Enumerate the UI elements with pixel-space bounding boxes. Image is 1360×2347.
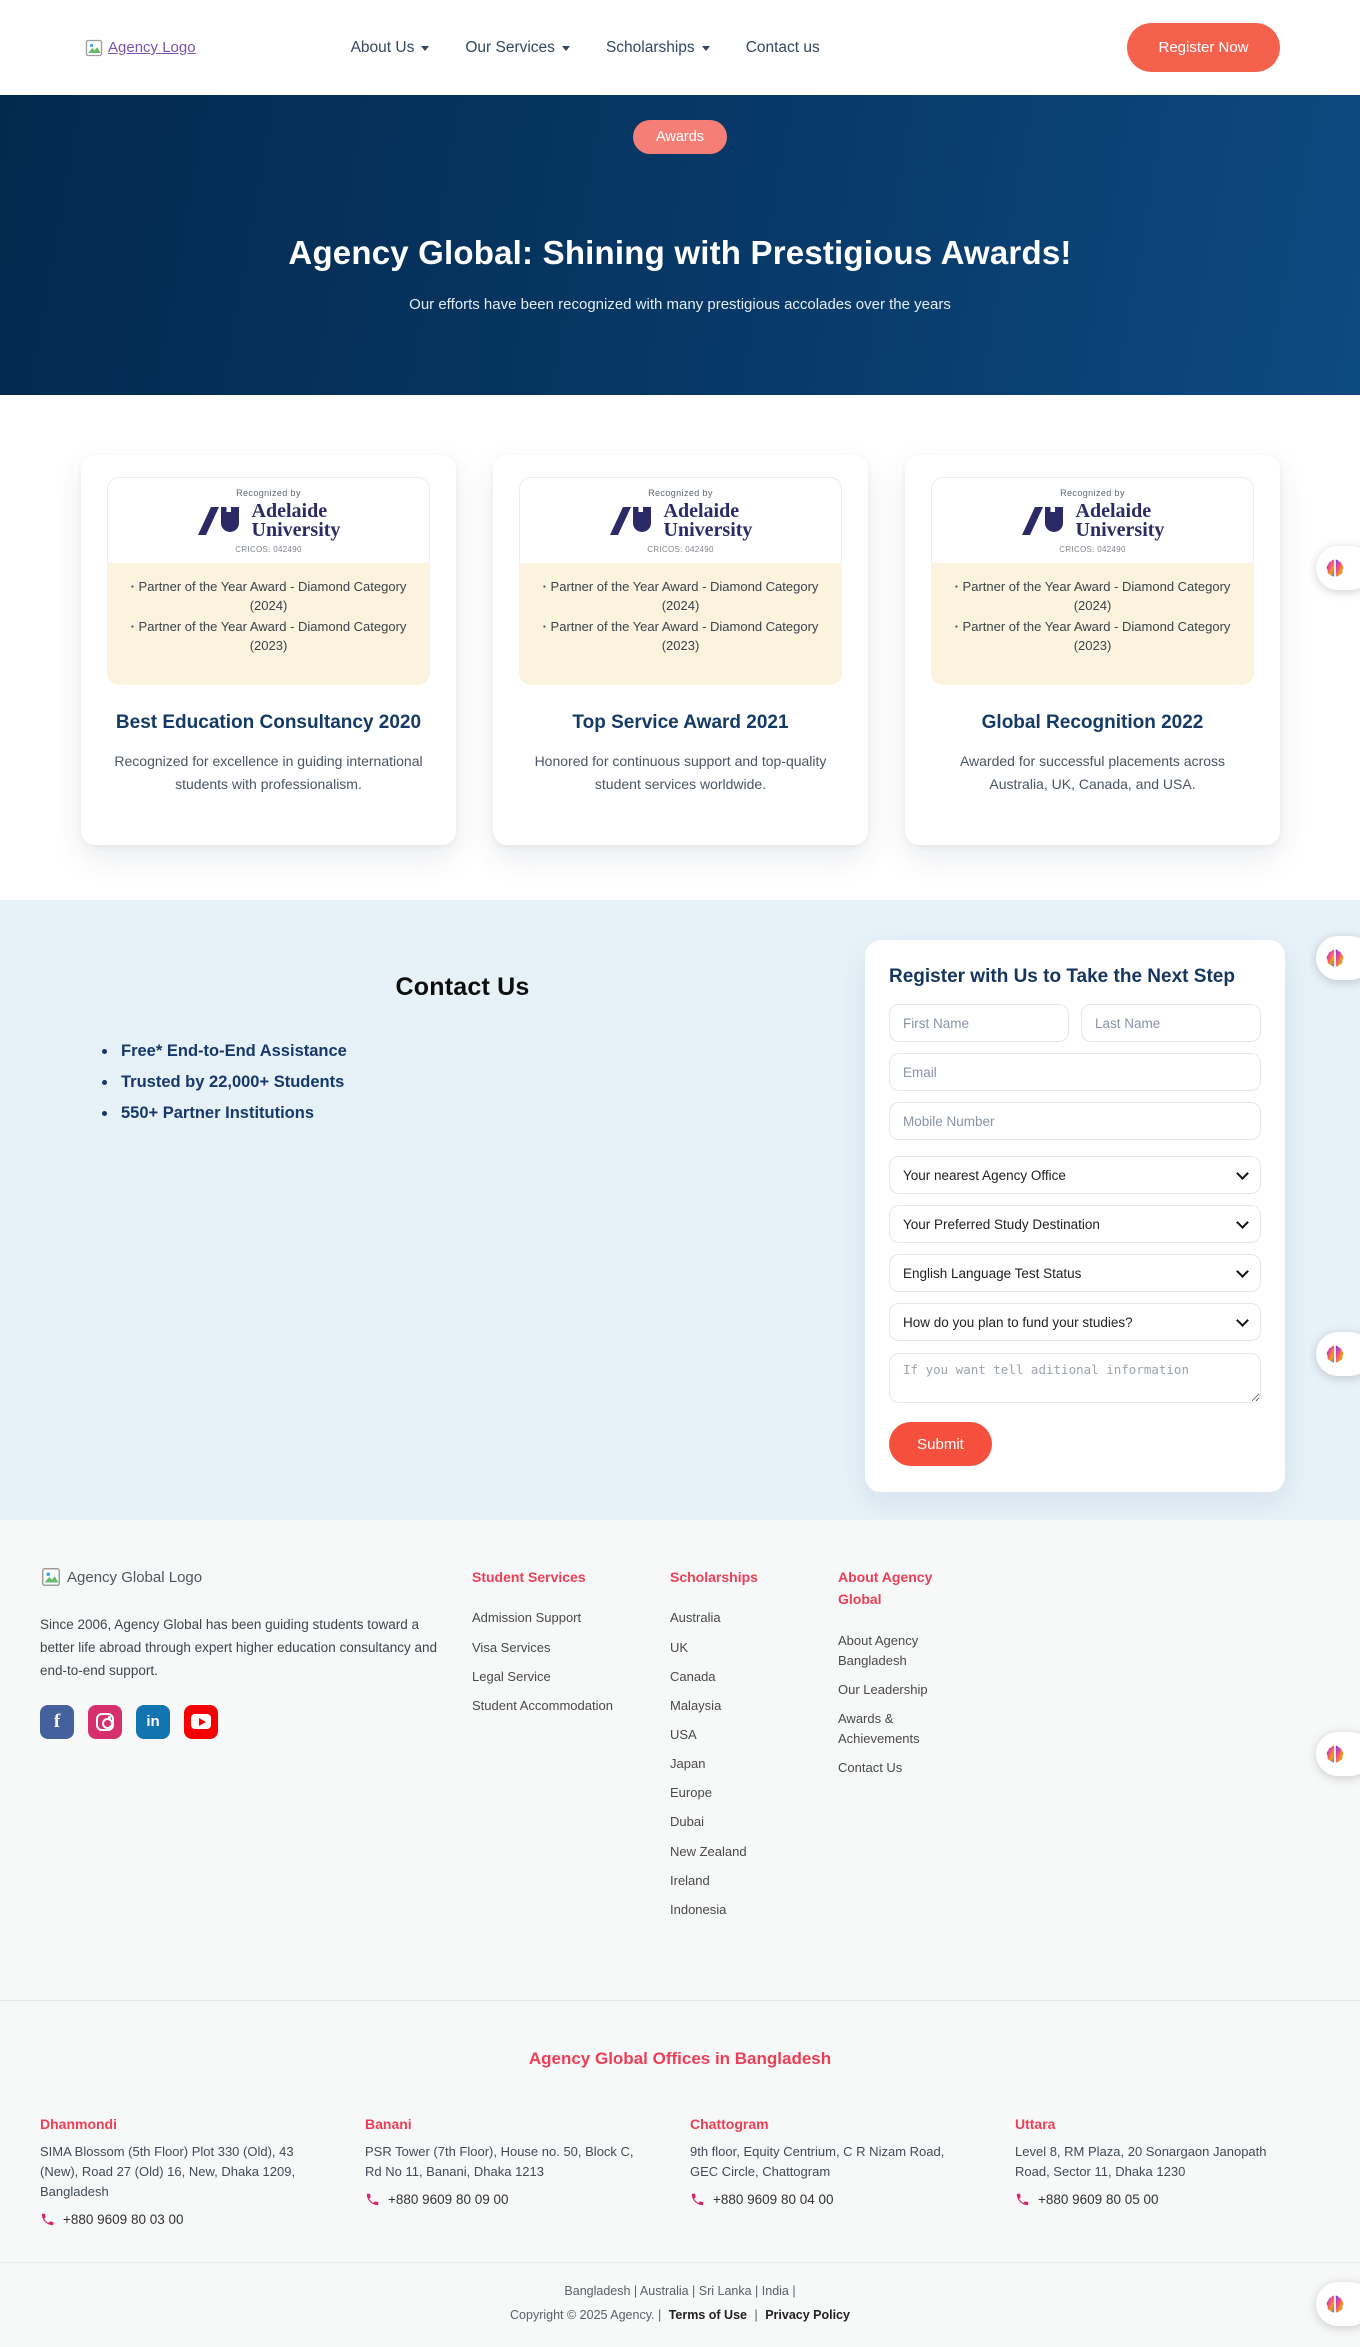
study-destination-select-wrap	[889, 1205, 1261, 1243]
award-list-item: · Partner of the Year Award - Diamond Category (2024)	[945, 578, 1240, 616]
footer-link[interactable]: Japan	[670, 1756, 706, 1772]
award-list-item: · Partner of the Year Award - Diamond Category (2023)	[533, 618, 828, 656]
recognition-box	[519, 477, 842, 563]
award-card	[905, 455, 1280, 845]
office-name: Banani	[365, 2116, 412, 2132]
university-name: Adelaide University	[251, 500, 341, 541]
mobile-number-input[interactable]	[889, 1102, 1261, 1140]
last-name-input[interactable]	[1081, 1004, 1261, 1042]
awards-section	[0, 395, 1360, 900]
award-list-item: · Partner of the Year Award - Diamond Category (2023)	[121, 618, 416, 656]
main-nav	[351, 39, 820, 57]
assistant-widget[interactable]	[1316, 1332, 1360, 1376]
footer-column-student-services	[472, 1566, 622, 2000]
award-card	[81, 455, 456, 845]
brain-icon	[1325, 1344, 1345, 1364]
social-links	[40, 1705, 440, 1739]
header-logo-alt-text: Agency Logo	[108, 39, 196, 56]
footer-link[interactable]: Dubai	[670, 1814, 704, 1830]
footer-link[interactable]: UK	[670, 1639, 689, 1655]
footer-link[interactable]: Our Leadership	[838, 1682, 928, 1698]
footer-link[interactable]: USA	[670, 1726, 697, 1742]
footer-logo	[40, 1566, 440, 1588]
footer-description: Since 2006, Agency Global has been guiding students toward a better life abroad through expert higher education consultancy and end-to-end support.	[40, 1617, 438, 1678]
countries-line: Bangladesh | Australia | Sri Lanka | India |	[564, 2284, 796, 2298]
nav-label: Our Services	[465, 38, 555, 56]
contact-section	[0, 900, 1360, 1520]
brain-icon	[1325, 558, 1345, 578]
award-card-title: Global Recognition 2022	[981, 712, 1204, 734]
footer-link[interactable]: Canada	[670, 1668, 716, 1684]
header-logo-link[interactable]	[84, 38, 196, 58]
office-chattogram	[690, 2116, 975, 2227]
assistant-widget[interactable]	[1316, 936, 1360, 980]
phone-icon	[1015, 2192, 1030, 2207]
office-address: PSR Tower (7th Floor), House no. 50, Block C, Rd No 11, Banani, Dhaka 1213	[365, 2144, 634, 2180]
copyright-line	[0, 2308, 1360, 2322]
hero-title: Agency Global: Shining with Prestigious Awards!	[288, 234, 1072, 271]
nearest-office-select-wrap	[889, 1156, 1261, 1194]
footer-column-heading: About Agency Global	[838, 1569, 933, 1608]
copyright-text: Copyright © 2025 Agency. |	[510, 2308, 662, 2322]
office-phone-number: +880 9609 80 05 00	[1038, 2192, 1159, 2208]
footer-link[interactable]: Ireland	[670, 1872, 710, 1888]
office-phone-number: +880 9609 80 09 00	[388, 2192, 509, 2208]
nav-item-contact-us[interactable]	[746, 39, 820, 57]
offices-section	[0, 2000, 1360, 2262]
submit-button[interactable]: Submit	[889, 1422, 992, 1466]
office-address: Level 8, RM Plaza, 20 Sonargaon Janopath Road, Sector 11, Dhaka 1230	[1015, 2144, 1267, 2180]
footer	[0, 1520, 1360, 2000]
contact-bullet-list	[118, 1042, 865, 1123]
broken-image-icon	[84, 38, 104, 58]
adelaide-university-logo	[116, 502, 421, 540]
footer-logo-alt-text: Agency Global Logo	[67, 1568, 203, 1586]
footer-column-heading: Scholarships	[670, 1569, 758, 1585]
footer-link[interactable]: Admission Support	[472, 1610, 582, 1626]
footer-link[interactable]: Awards & Achievements	[838, 1711, 920, 1747]
hero-subtitle: Our efforts have been recognized with many prestigious accolades over the years	[409, 296, 951, 313]
assistant-widget[interactable]	[1316, 546, 1360, 590]
copyright-separator: |	[754, 2308, 758, 2322]
additional-info-textarea[interactable]	[889, 1353, 1261, 1403]
award-list	[107, 563, 430, 685]
phone-icon	[690, 2192, 705, 2207]
nav-label: About Us	[350, 38, 415, 56]
offices-row	[40, 2116, 1320, 2227]
footer-link[interactable]: Visa Services	[472, 1639, 551, 1655]
award-card-title: Best Education Consultancy 2020	[115, 712, 422, 734]
footer-link[interactable]: Indonesia	[670, 1901, 727, 1917]
office-phone-number: +880 9609 80 04 00	[713, 2192, 834, 2208]
study-destination-select[interactable]	[889, 1205, 1261, 1243]
linkedin-icon[interactable]: in	[136, 1705, 170, 1739]
chevron-down-icon	[562, 46, 570, 51]
nav-item-about-us[interactable]	[351, 39, 430, 57]
brain-icon	[1325, 948, 1345, 968]
first-name-input[interactable]	[889, 1004, 1069, 1042]
office-address: 9th floor, Equity Centrium, C R Nizam Road, GEC Circle, Chattogram	[690, 2144, 945, 2180]
nearest-office-select[interactable]	[889, 1156, 1261, 1194]
brain-icon	[1325, 1744, 1345, 1764]
offices-heading: Agency Global Offices in Bangladesh	[528, 2049, 832, 2068]
hero-section	[0, 95, 1360, 395]
phone-icon	[365, 2192, 380, 2207]
office-name: Uttara	[1015, 2116, 1056, 2132]
award-list	[931, 563, 1254, 685]
email-input[interactable]	[889, 1053, 1261, 1091]
footer-link[interactable]: Europe	[670, 1785, 712, 1801]
nav-item-our-services[interactable]	[465, 39, 570, 57]
register-now-button[interactable]: Register Now	[1127, 23, 1280, 72]
brain-icon	[1325, 2294, 1345, 2314]
awards-badge[interactable]: Awards	[633, 120, 727, 154]
english-test-status-select-wrap	[889, 1254, 1261, 1292]
award-list	[519, 563, 842, 685]
registration-form	[865, 940, 1285, 1492]
adelaide-university-logo	[940, 502, 1245, 540]
broken-image-icon	[40, 1566, 62, 1588]
footer-link[interactable]: Legal Service	[472, 1668, 551, 1684]
award-list-item: · Partner of the Year Award - Diamond Category (2023)	[945, 618, 1240, 656]
footer-link[interactable]: About Agency Bangladesh	[838, 1632, 919, 1668]
recognition-box	[931, 477, 1254, 563]
footer-link[interactable]: Contact Us	[838, 1760, 903, 1776]
adelaide-monogram-icon	[609, 504, 655, 538]
footer-link[interactable]: Australia	[670, 1610, 721, 1626]
nav-label: Scholarships	[605, 38, 695, 56]
award-card	[493, 455, 868, 845]
facebook-icon[interactable]: f	[40, 1705, 74, 1739]
cricos-code: CRICOS: 042490	[647, 545, 714, 554]
camera-glyph	[96, 1713, 114, 1731]
award-card-description: Awarded for successful placements across Australia, UK, Canada, and USA.	[959, 752, 1226, 793]
cricos-code: CRICOS: 042490	[235, 545, 302, 554]
footer-link[interactable]: New Zealand	[670, 1843, 747, 1859]
footer-link-columns	[472, 1566, 970, 2000]
office-name: Chattogram	[690, 2116, 769, 2132]
award-card-description: Honored for continuous support and top-quality student services worldwide.	[534, 752, 827, 793]
office-phone[interactable]	[690, 2192, 975, 2207]
youtube-icon[interactable]	[184, 1705, 218, 1739]
nav-label: Contact us	[745, 38, 820, 56]
award-list-item: · Partner of the Year Award - Diamond Category (2024)	[533, 578, 828, 616]
recognized-by-label: Recognized by	[648, 488, 713, 498]
footer-column-scholarships	[670, 1566, 790, 2000]
assistant-widget[interactable]	[1316, 2282, 1360, 2326]
adelaide-university-logo	[528, 502, 833, 540]
footer-brand-column	[40, 1566, 440, 2000]
office-address: SIMA Blossom (5th Floor) Plot 330 (Old), 43 (New), Road 27 (Old) 16, New, Dhaka 1209, Bangladesh	[40, 2144, 296, 2200]
office-phone-number: +880 9609 80 03 00	[63, 2212, 184, 2228]
footer-column-about	[838, 1566, 970, 2000]
cricos-code: CRICOS: 042490	[1059, 545, 1126, 554]
contact-bullet: • Free* End-to-End Assistance	[118, 1042, 865, 1061]
funding-plan-select-wrap	[889, 1303, 1261, 1341]
instagram-icon[interactable]	[88, 1705, 122, 1739]
office-banani	[365, 2116, 650, 2227]
university-name: Adelaide University	[1075, 500, 1165, 541]
recognized-by-label: Recognized by	[1060, 488, 1125, 498]
funding-plan-select[interactable]	[889, 1303, 1261, 1341]
play-glyph	[191, 1714, 211, 1729]
adelaide-monogram-icon	[1021, 504, 1067, 538]
award-card-title: Top Service Award 2021	[572, 712, 789, 734]
assistant-widget[interactable]	[1316, 1732, 1360, 1776]
contact-info-column	[0, 900, 865, 1520]
footer-column-heading: Student Services	[472, 1569, 586, 1585]
award-list-item: · Partner of the Year Award - Diamond Category (2024)	[121, 578, 416, 616]
footer-link[interactable]: Student Accommodation	[472, 1697, 613, 1713]
phone-icon	[40, 2212, 55, 2227]
bottom-bar	[0, 2262, 1360, 2347]
chevron-down-icon	[702, 46, 710, 51]
office-phone[interactable]	[1015, 2192, 1300, 2207]
header	[0, 0, 1360, 95]
contact-heading: Contact Us	[395, 973, 530, 1001]
contact-bullet: • 550+ Partner Institutions	[118, 1104, 865, 1123]
office-name: Dhanmondi	[40, 2116, 117, 2132]
footer-link[interactable]: Malaysia	[670, 1697, 722, 1713]
office-uttara	[1015, 2116, 1300, 2227]
office-phone[interactable]	[40, 2212, 325, 2227]
adelaide-monogram-icon	[197, 504, 243, 538]
privacy-policy-link[interactable]: Privacy Policy	[765, 2308, 850, 2322]
form-heading: Register with Us to Take the Next Step	[889, 966, 1235, 987]
recognition-box	[107, 477, 430, 563]
english-test-status-select[interactable]	[889, 1254, 1261, 1292]
award-cards-row	[81, 455, 1280, 845]
office-phone[interactable]	[365, 2192, 650, 2207]
award-card-description: Recognized for excellence in guiding international students with professionalism.	[114, 752, 423, 793]
university-name: Adelaide University	[663, 500, 753, 541]
chevron-down-icon	[421, 46, 429, 51]
nav-item-scholarships[interactable]	[606, 39, 710, 57]
recognized-by-label: Recognized by	[236, 488, 301, 498]
terms-of-use-link[interactable]: Terms of Use	[668, 2308, 747, 2322]
office-dhanmondi	[40, 2116, 325, 2227]
contact-bullet: • Trusted by 22,000+ Students	[118, 1073, 865, 1092]
